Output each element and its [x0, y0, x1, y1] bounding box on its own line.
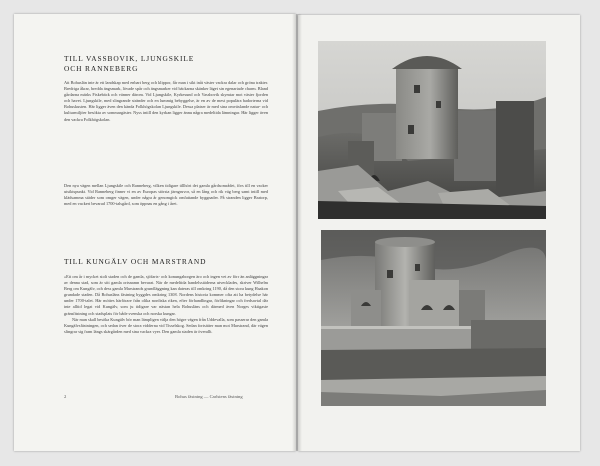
- section1-paragraph-2: Den nya vägen mellan Ljungskile och Ranneberg, vilken tidigare tillhört det gamla gårdsområdet, förs till en vacker utsiktspunkt. Vid Ranneberg finner vi en av Europas största järngruvor, så en lång och rik väg berg samt intill med klädsamma städer som omger vägen, under några år genomgick omfattande byggnader. På stranden ligger Bratorp, med en vackert bevarad 1700-talsgård, som öppnas en gång i året.: [64, 183, 268, 207]
- section2-paragraph-2-text: När man skall besöka Kungälv bör man lämpligen välja den högre vägen från Uddevalla, som passerar den gamla Kungälvsfästningen, och sedan över de stora vidderna vid Tisselskog. Sedan fortsätter man mot Marstrand, där vägen slingrar sig fram längs skärgården med sina vackra vyer. Den gamla staden är överallt.: [64, 316, 268, 334]
- section1-heading-line2: OCH RANNEBERG: [64, 64, 139, 73]
- page-number: 2: [64, 394, 67, 399]
- section1-heading-line1: TILL VASSBOVIK, LJUNGSKILE: [64, 54, 195, 63]
- section1-paragraph-1: Att Bohuslän inte är ett landskap med enbart berg och klippor, får man i sikt inåt väster vackra dalar och gröna trakter. Bredriga åkrar, bredda ängsmark, lövade spår och ängsmarker vid bäckarna skänker läget sin egenartade charm. Bland gårdarna märks Fiskebäck och vänner därom. Vid Ljungskile, Kyrkesund och Vassbovik skymtar mot väster fjorden och havet. Ljungskile, med slingrande stränder och en lummig bebyggelse, är en av de mest populära badorterna vid Bohuskusten. Här ligger även den kända Folkhögskolan Ljungskile. Dessa platser är med sina omväxlande natur- och kulturmiljöer besökta av sommargäster. Nyss intill den kyrkan ligger ännu några medeltida lämningar. Här ligger även den vackra Folkhögskolan.: [64, 80, 268, 122]
- book-gutter: [292, 14, 302, 451]
- section2-paragraph-1-text: »Ett om år i mycket stolt staden och de gamla, sjöfarts- och konungaborgen äro och ingen vet av förr än anläggningar av denna stad, som är sitt gamla ortsnamn bevarat. När de medeltida handelsstäderna utvecklades, skriver Wilhelm Berg om Kungälv, och dess gamla Marstrands grundläggning kan dateras till omkring 1190, då den stora kung Haakon grundade staden. Då Bohusläns fästning byggdes omkring 1308. Nordens historia kommer ofta att ha betydelse här under 1700-talet. Här möttes härförare från olika nordiska riken, efter förhandlingar, förlikningar och fredsavtal där inte alltid legat vid Kungälv, som ju tidigare var nästan hela Bohusläns och därmed även Norges viktigaste gränsfästning och stadsplats för både svenska och norska kungar.: [64, 274, 268, 316]
- section1-heading: [64, 54, 264, 74]
- photo-fortress-ruin-tower: [318, 41, 546, 219]
- running-footer: Bohus fästning — Carlstens fästning: [175, 394, 243, 399]
- section2-paragraph-1: [64, 274, 268, 392]
- section2-heading: TILL KUNGÄLV OCH MARSTRAND: [64, 257, 207, 266]
- photo-fortress-round-tower: [321, 230, 546, 406]
